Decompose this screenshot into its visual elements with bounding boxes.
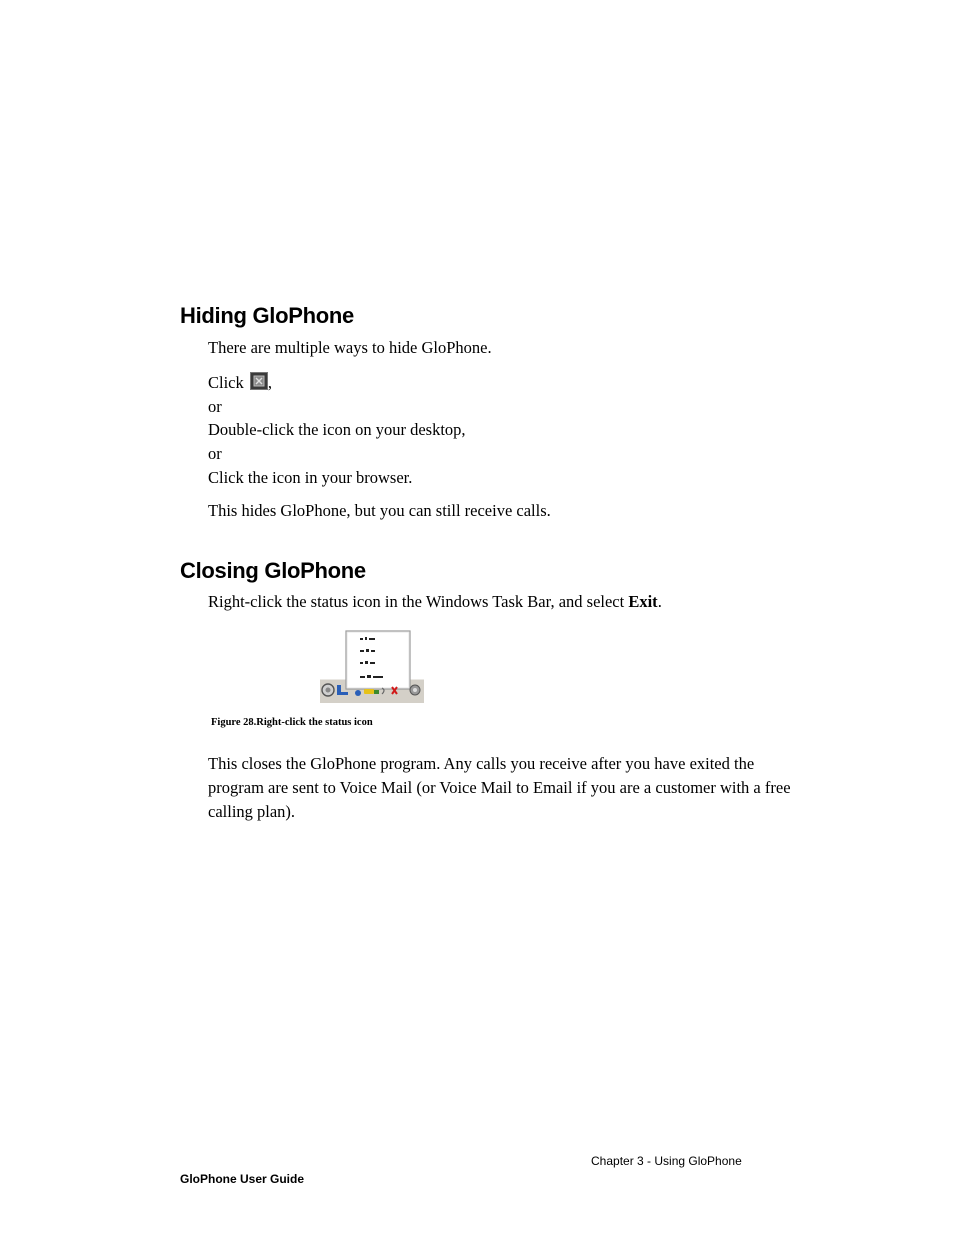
- exit-menu-reference: Exit: [628, 592, 658, 611]
- or-separator-2: or: [208, 444, 222, 463]
- system-tray-icons: [320, 627, 424, 703]
- hiding-option-browser: Click the icon in your browser.: [208, 468, 413, 487]
- figure-tray-context-menu: [320, 627, 424, 703]
- instruction-text: Right-click the status icon in the Windows Task Bar, and select: [208, 592, 629, 611]
- instruction-end: .: [657, 592, 662, 611]
- section-heading-closing: Closing GloPhone: [180, 558, 366, 583]
- click-prefix: Click: [208, 373, 244, 392]
- footer-chapter: Chapter 3 - Using GloPhone: [591, 1154, 742, 1168]
- hide-window-icon: [250, 372, 268, 390]
- hiding-result: This hides GloPhone, but you can still receive calls.: [208, 501, 551, 520]
- hiding-intro: There are multiple ways to hide GloPhone.: [208, 338, 492, 357]
- closing-result: This closes the GloPhone program. Any calls you receive after you have exited the program are sent to Voice Mail (or Voice Mail to Email if you are a customer with a free calling plan).: [208, 754, 791, 821]
- hiding-option-desktop: Double-click the icon on your desktop,: [208, 420, 466, 439]
- click-suffix: ,: [267, 373, 272, 392]
- figure-caption: Figure 28.Right-click the status icon: [211, 717, 373, 728]
- closing-instruction: [208, 590, 662, 614]
- or-separator-1: or: [208, 397, 222, 416]
- footer-guide-title: GloPhone User Guide: [180, 1172, 305, 1186]
- hiding-option-click: [208, 371, 272, 395]
- section-heading-hiding: Hiding GloPhone: [180, 303, 354, 328]
